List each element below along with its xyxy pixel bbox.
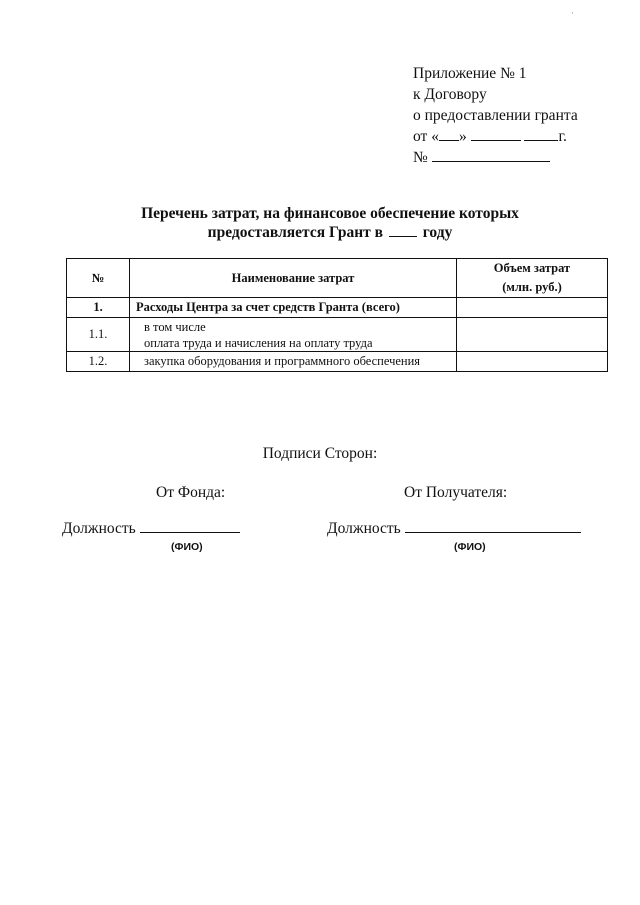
- fund-position-line: Должность: [62, 520, 240, 538]
- title-line-1: Перечень затрат, на финансовое обеспечение которых: [141, 205, 519, 222]
- recipient-signature-blank: [405, 520, 581, 533]
- row-volume: [457, 352, 608, 372]
- table-header-row: [67, 259, 608, 298]
- appendix-number-line: №: [413, 147, 578, 168]
- appendix-number: Приложение № 1: [413, 65, 527, 82]
- row-volume: [457, 318, 608, 352]
- header-num: №: [67, 259, 130, 298]
- year-blank: [389, 224, 417, 237]
- appendix-grant-line: о предоставлении гранта: [413, 107, 578, 124]
- fund-signature-blank: [140, 520, 240, 533]
- recipient-fio-label: (ФИО): [454, 541, 486, 553]
- contract-number-blank: [432, 149, 550, 162]
- cost-table: [66, 258, 608, 372]
- scan-artifact: ·: [571, 8, 574, 18]
- fund-fio-label: (ФИО): [171, 541, 203, 553]
- date-month-blank: [471, 128, 521, 141]
- title-line-2: предоставляется Грант в году: [207, 224, 453, 241]
- row-volume: [457, 298, 608, 318]
- table-row: [67, 298, 608, 318]
- appendix-to-contract: к Договору: [413, 86, 487, 103]
- row-num: 1.1.: [67, 318, 130, 352]
- row-num: 1.2.: [67, 352, 130, 372]
- fund-label: От Фонда:: [156, 484, 226, 501]
- document-title: [80, 204, 580, 242]
- header-volume: Объем затрат (млн. руб.): [457, 259, 608, 298]
- row-name: Расходы Центра за счет средств Гранта (всего): [130, 298, 457, 318]
- row-name: в том числе оплата труда и начисления на оплату труда: [130, 318, 457, 352]
- recipient-label: От Получателя:: [404, 484, 508, 501]
- table-row: [67, 352, 608, 372]
- row-name: закупка оборудования и программного обеспечения: [130, 352, 457, 372]
- appendix-date-line: от « » г.: [413, 128, 567, 145]
- table-row: [67, 318, 608, 352]
- date-year-blank: [524, 128, 558, 141]
- recipient-position-line: Должность: [327, 520, 581, 538]
- date-day-blank: [439, 128, 459, 141]
- header-name: Наименование затрат: [130, 259, 457, 298]
- signatures-title: Подписи Сторон:: [262, 445, 378, 462]
- row-num: 1.: [67, 298, 130, 318]
- appendix-header: [413, 63, 578, 168]
